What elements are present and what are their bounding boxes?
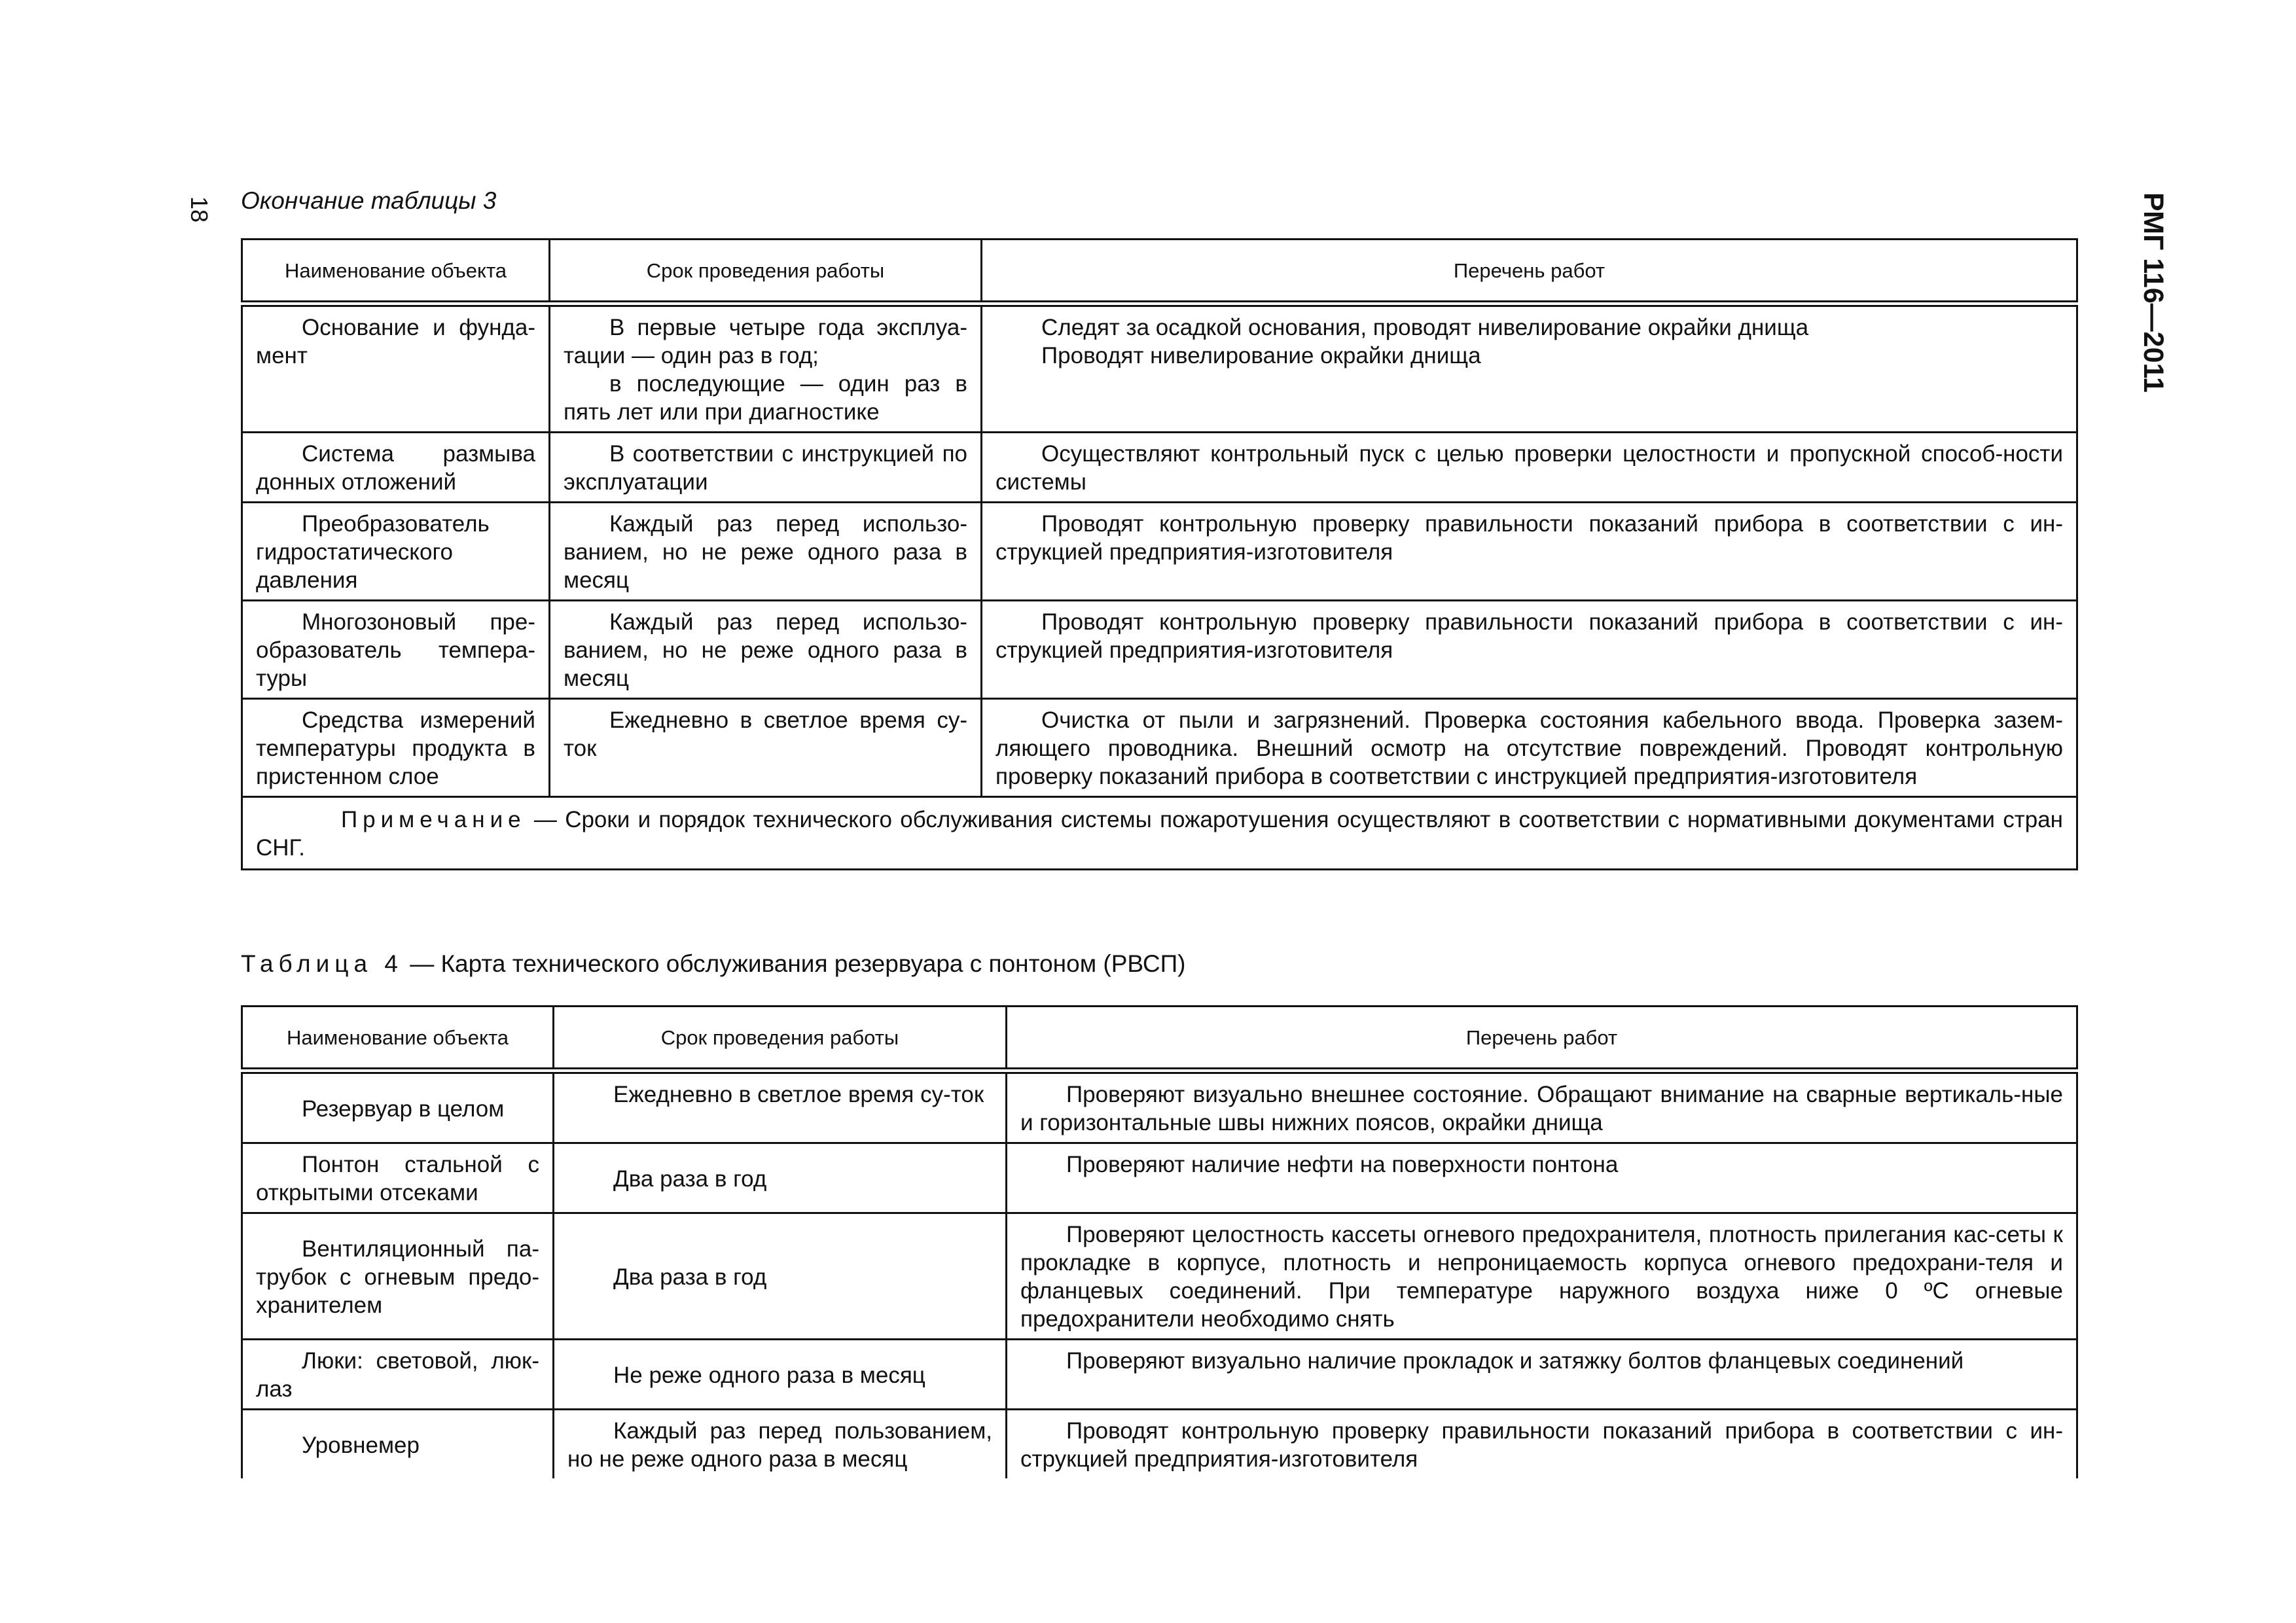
table3-note — [242, 797, 2077, 870]
table-row — [242, 601, 2077, 699]
period-line: в последующие — один раз в пять лет или при диагностике — [564, 371, 967, 425]
header-period: Срок проведения работы — [554, 1007, 1007, 1071]
note-text: — Сроки и порядок технического обслуживания системы пожаротушения осуществляют в соответствии с нормативными документами стран СНГ. — [256, 807, 2063, 861]
table-row — [242, 1213, 2077, 1340]
object-cell: Вентиляционный па-трубок с огневым предо-хранителем — [242, 1213, 554, 1340]
works-cell: Проверяют визуально внешнее состояние. Обращают внимание на сварные вертикаль-ные и горизонтальные швы нижних поясов, окрайки днища — [1007, 1071, 2077, 1143]
works-line: Проводят нивелирование окрайки днища — [1041, 343, 1481, 368]
object-cell: Основание и фунда-мент — [242, 304, 550, 433]
table3-caption: Окончание таблицы 3 — [241, 187, 497, 214]
page-number: 18 — [186, 196, 213, 223]
header-period: Срок проведения работы — [550, 240, 982, 304]
period-cell: Не реже одного раза в месяц — [554, 1340, 1007, 1410]
table4-caption-label: Таблица 4 — [241, 950, 403, 977]
period-cell: Каждый раз перед использо-ванием, но не реже одного раза в месяц — [550, 601, 982, 699]
works-cell — [982, 304, 2077, 433]
period-cell: В соответствии с инструкцией по эксплуатации — [550, 433, 982, 503]
period-cell — [550, 304, 982, 433]
works-cell: Проверяют наличие нефти на поверхности понтона — [1007, 1143, 2077, 1213]
works-cell: Осуществляют контрольный пуск с целью проверки целостности и пропускной способ-ности системы — [982, 433, 2077, 503]
table4-caption — [241, 950, 1186, 978]
object-cell: Многозоновый пре-образователь темпера-туры — [242, 601, 550, 699]
works-cell: Очистка от пыли и загрязнений. Проверка состояния кабельного ввода. Проверка зазем-ляющего проводника. Внешний осмотр на отсутствие повреждений. Проводят контрольную проверку показаний прибора в соответствии с инструкцией предприятия-изготовителя — [982, 699, 2077, 797]
works-cell: Проводят контрольную проверку правильности показаний прибора в соответствии с ин-струкцией предприятия-изготовителя — [982, 503, 2077, 601]
table4-caption-text: — Карта технического обслуживания резервуара с понтоном (РВСП) — [403, 950, 1186, 977]
period-cell: Ежедневно в светлое время су-ток — [550, 699, 982, 797]
object-cell: Уровнемер — [242, 1410, 554, 1479]
table-row — [242, 699, 2077, 797]
works-cell: Проводят контрольную проверку правильности показаний прибора в соответствии с ин-струкцией предприятия-изготовителя — [1007, 1410, 2077, 1479]
table-row — [242, 1410, 2077, 1479]
works-cell: Проверяют визуально наличие прокладок и затяжку болтов фланцевых соединений — [1007, 1340, 2077, 1410]
document-code: РМГ 116—2011 — [2138, 192, 2169, 393]
table3-header-row — [242, 240, 2077, 304]
table-row — [242, 433, 2077, 503]
table-row — [242, 503, 2077, 601]
table3-note-row — [242, 797, 2077, 870]
works-line: Следят за осадкой основания, проводят нивелирование окрайки днища — [1041, 315, 1809, 340]
object-cell: Преобразователь гидростатического давления — [242, 503, 550, 601]
object-cell: Люки: световой, люк-лаз — [242, 1340, 554, 1410]
works-cell: Проверяют целостность кассеты огневого предохранителя, плотность прилегания кас-сеты к прокладке в корпусе, плотность и непроницаемость корпуса огневого предохрани-теля и фланцевых соединений. При температуре наружного воздуха ниже 0 ºС огневые предохранители необходимо снять — [1007, 1213, 2077, 1340]
object-cell: Понтон стальной с открытыми отсеками — [242, 1143, 554, 1213]
period-cell: Ежедневно в светлое время су-ток — [554, 1071, 1007, 1143]
object-cell: Средства измерений температуры продукта в пристенном слое — [242, 699, 550, 797]
header-object: Наименование объекта — [242, 240, 550, 304]
header-object: Наименование объекта — [242, 1007, 554, 1071]
period-cell: Два раза в год — [554, 1143, 1007, 1213]
note-label: Примечание — [341, 807, 526, 832]
header-works: Перечень работ — [982, 240, 2077, 304]
table4 — [241, 1005, 2078, 1478]
header-works: Перечень работ — [1007, 1007, 2077, 1071]
table3 — [241, 238, 2078, 870]
object-cell: Система размыва донных отложений — [242, 433, 550, 503]
table-row — [242, 1071, 2077, 1143]
table-row — [242, 1340, 2077, 1410]
period-line: В первые четыре года эксплуа-тации — один раз в год; — [564, 315, 967, 368]
works-cell: Проводят контрольную проверку правильности показаний прибора в соответствии с ин-струкцией предприятия-изготовителя — [982, 601, 2077, 699]
period-cell: Два раза в год — [554, 1213, 1007, 1340]
table4-header-row — [242, 1007, 2077, 1071]
period-cell: Каждый раз перед пользованием, но не реже одного раза в месяц — [554, 1410, 1007, 1479]
period-cell: Каждый раз перед использо-ванием, но не реже одного раза в месяц — [550, 503, 982, 601]
table-row — [242, 1143, 2077, 1213]
object-cell: Резервуар в целом — [242, 1071, 554, 1143]
table-row — [242, 304, 2077, 433]
